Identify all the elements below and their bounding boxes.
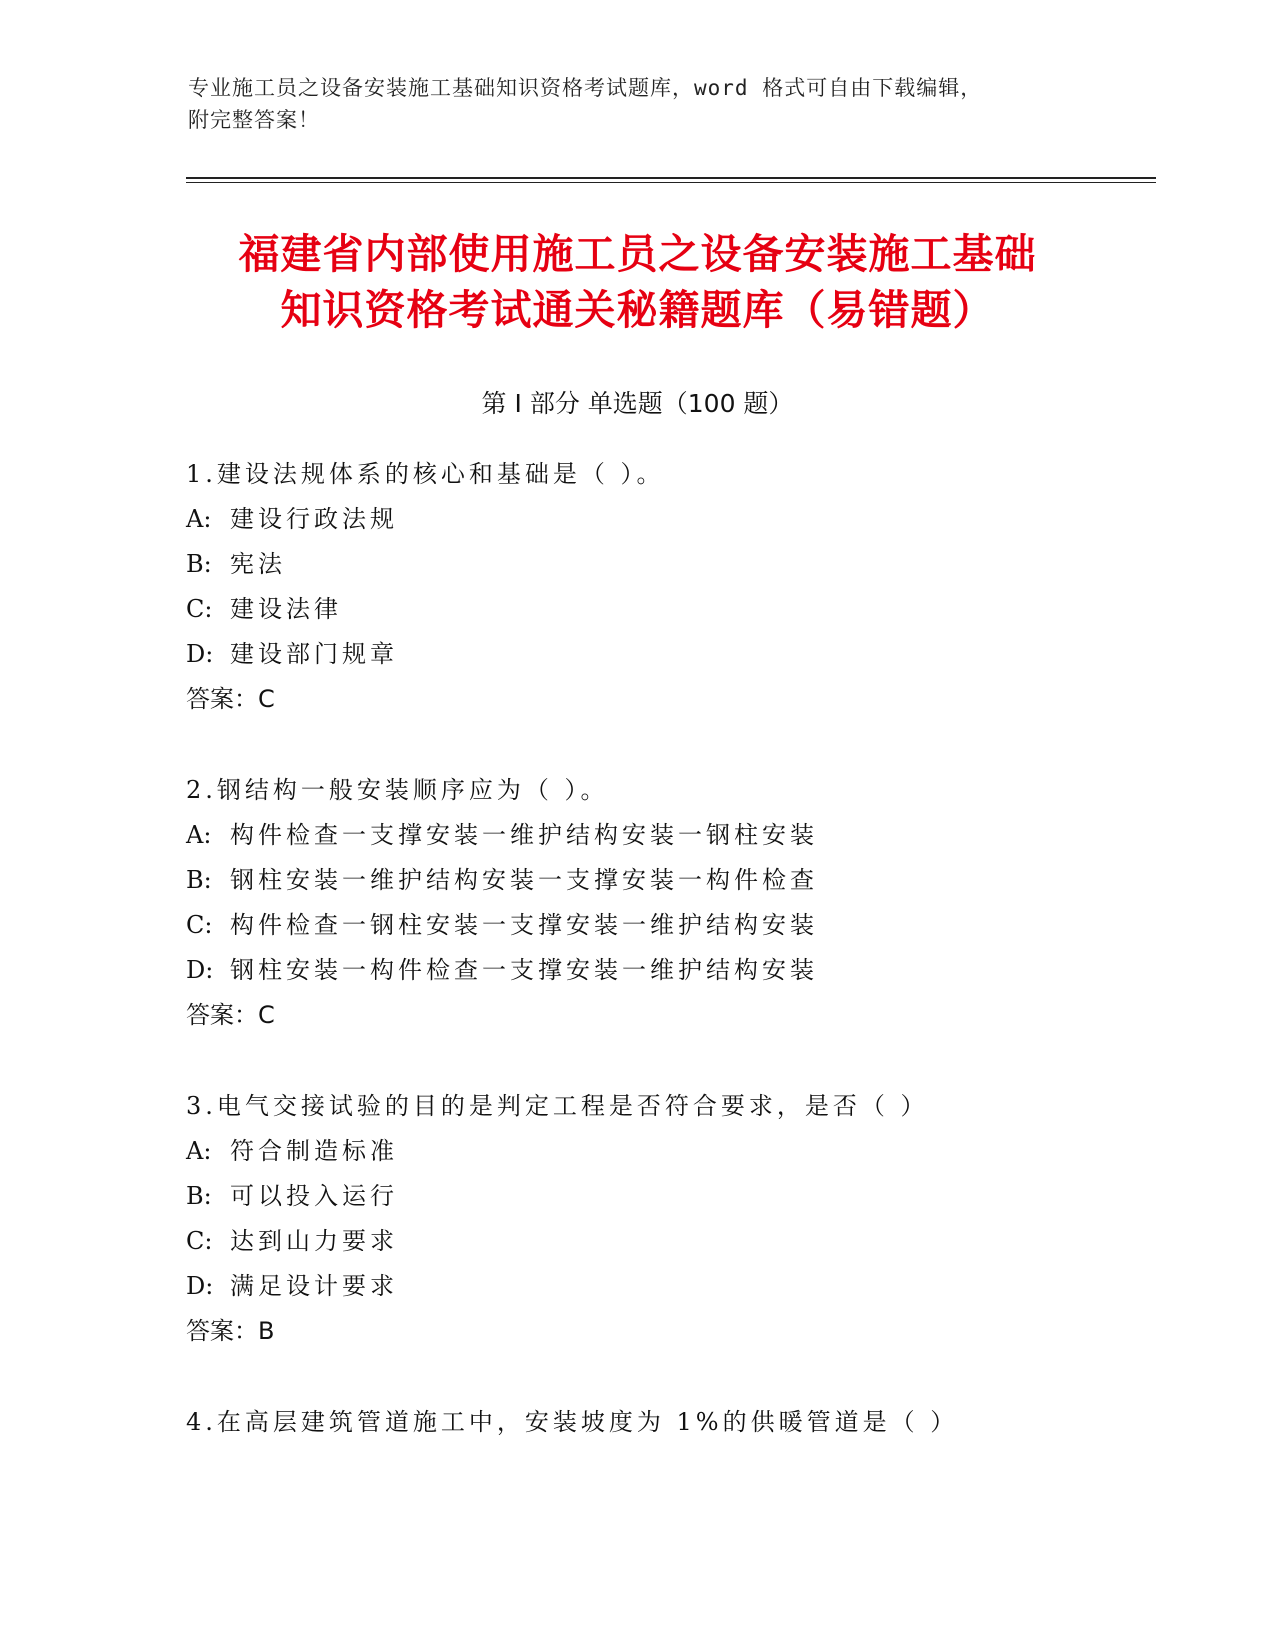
document-title-line-1: 福建省内部使用施工员之设备安装施工基础 (238, 230, 1037, 278)
option-letter: D: (186, 640, 214, 668)
option-text: 建设行政法规 (230, 505, 398, 533)
option-text: 钢柱安装一构件检查一支撑安装一维护结构安装 (230, 956, 818, 984)
question-3 (186, 1084, 1106, 1354)
option-text: 建设法律 (230, 595, 342, 623)
option-text: 宪法 (230, 550, 286, 578)
option-text: 钢柱安装一维护结构安装一支撑安装一构件检查 (230, 866, 818, 894)
section-title: 第 I 部分 单选题（100 题） (481, 389, 794, 418)
question-stem: 1.建设法规体系的核心和基础是（ ）。 (186, 460, 665, 488)
option-letter: B: (186, 1182, 212, 1210)
option-text: 符合制造标准 (230, 1137, 398, 1165)
header-divider-thick (186, 177, 1156, 179)
question-option-c (186, 1219, 1106, 1264)
option-text: 达到山力要求 (230, 1227, 398, 1255)
header-note (188, 72, 1088, 136)
document-title-line-2: 知识资格考试通关秘籍题库（易错题） (280, 286, 995, 334)
header-note-line-1: 专业施工员之设备安装施工基础知识资格考试题库，word 格式可自由下载编辑， (188, 76, 983, 100)
question-option-a (186, 1129, 1106, 1174)
option-letter: C: (186, 1227, 213, 1255)
option-letter: A: (186, 821, 212, 849)
document-title (150, 226, 1125, 338)
question-stem: 2.钢结构一般安装顺序应为（ ）。 (186, 776, 609, 804)
question-option-a (186, 497, 1106, 542)
question-option-b (186, 542, 1106, 587)
question-answer: 答案：C (186, 685, 275, 713)
question-option-b (186, 858, 1106, 903)
header-divider-thin (186, 182, 1156, 183)
option-text: 可以投入运行 (230, 1182, 398, 1210)
question-option-d (186, 632, 1106, 677)
option-letter: A: (186, 1137, 212, 1165)
question-4 (186, 1400, 1106, 1445)
option-text: 满足设计要求 (230, 1272, 398, 1300)
question-stem: 4.在高层建筑管道施工中，安装坡度为 1%的供暖管道是（ ） (186, 1408, 959, 1436)
question-option-a (186, 813, 1106, 858)
option-text: 建设部门规章 (230, 640, 398, 668)
question-stem: 3.电气交接试验的目的是判定工程是否符合要求，是否（ ） (186, 1092, 929, 1120)
question-option-b (186, 1174, 1106, 1219)
question-option-d (186, 948, 1106, 993)
option-text: 构件检查一钢柱安装一支撑安装一维护结构安装 (230, 911, 818, 939)
option-letter: B: (186, 866, 212, 894)
option-letter: A: (186, 505, 212, 533)
question-answer: 答案：C (186, 1001, 275, 1029)
option-text: 构件检查一支撑安装一维护结构安装一钢柱安装 (230, 821, 818, 849)
option-letter: D: (186, 956, 214, 984)
question-answer: 答案：B (186, 1317, 275, 1345)
question-option-d (186, 1264, 1106, 1309)
question-option-c (186, 587, 1106, 632)
option-letter: C: (186, 595, 213, 623)
option-letter: C: (186, 911, 213, 939)
option-letter: B: (186, 550, 212, 578)
header-note-line-2: 附完整答案！ (188, 108, 320, 132)
question-2 (186, 768, 1106, 1038)
option-letter: D: (186, 1272, 214, 1300)
question-1 (186, 452, 1106, 722)
question-option-c (186, 903, 1106, 948)
